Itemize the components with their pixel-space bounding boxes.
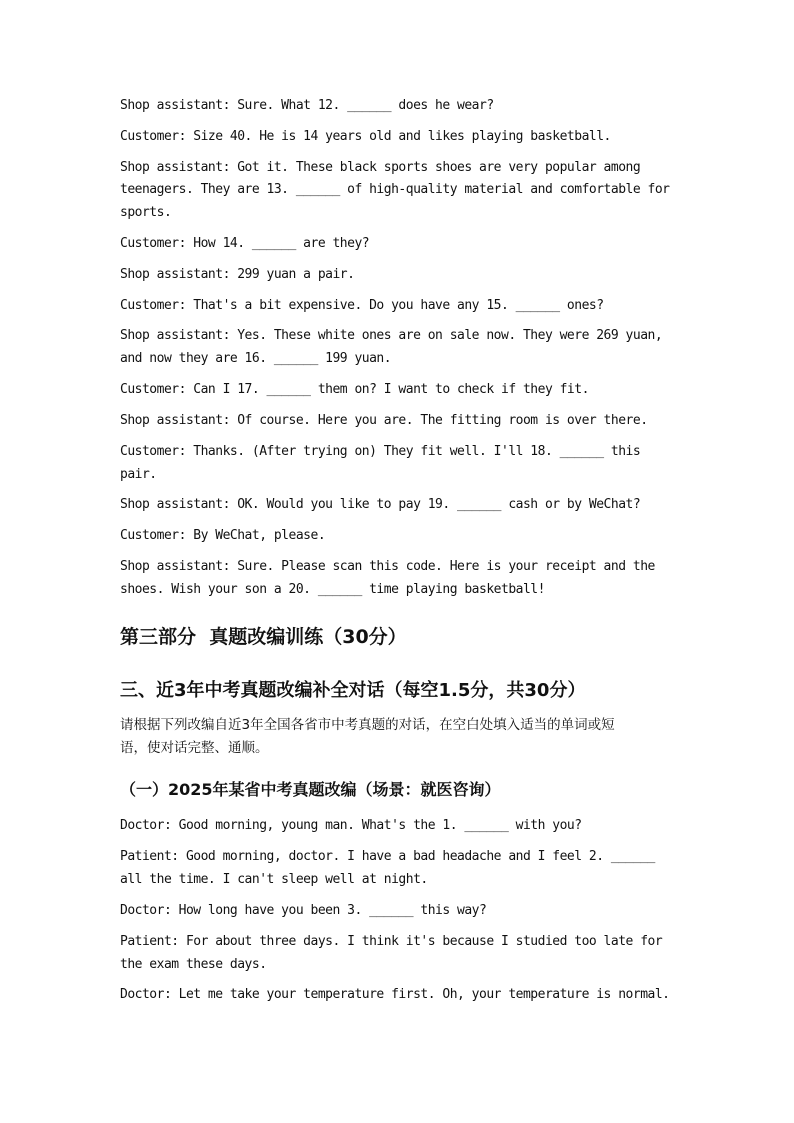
subsection-heading: （一）2025年某省中考真题改编（场景：就医咨询） (120, 780, 501, 799)
dialogue-line: Shop assistant: Sure. Please scan this code. Here is your receipt and the (120, 559, 655, 574)
dialogue-line: all the time. I can't sleep well at night. (120, 872, 428, 887)
dialogue-line: Shop assistant: Yes. These white ones are on sale now. They were 269 yuan, (120, 328, 663, 343)
dialogue-line: Doctor: How long have you been 3. ______ this way? (120, 903, 487, 918)
dialogue-line: Doctor: Let me take your temperature first. Oh, your temperature is normal. (120, 987, 670, 1002)
dialogue-line: teenagers. They are 13. ______ of high-quality material and comfortable for (120, 182, 670, 197)
part-heading: 第三部分 真题改编训练（30分） (120, 626, 407, 648)
dialogue-line: Patient: For about three days. I think it's because I studied too late for (120, 934, 663, 949)
dialogue-line: Customer: By WeChat, please. (120, 528, 326, 543)
dialogue-line: pair. (120, 467, 157, 482)
dialogue-line: and now they are 16. ______ 199 yuan. (120, 351, 392, 366)
dialogue-line: Shop assistant: Of course. Here you are. The fitting room is over there. (120, 413, 648, 428)
dialogue-line: the exam these days. (120, 957, 267, 972)
dialogue-line: Shop assistant: Sure. What 12. ______ does he wear? (120, 98, 494, 113)
dialogue-line: Customer: Thanks. (After trying on) They fit well. I'll 18. ______ this (120, 444, 641, 459)
dialogue-line: Shop assistant: Got it. These black sports shoes are very popular among (120, 160, 641, 175)
dialogue-line: Customer: Size 40. He is 14 years old and likes playing basketball. (120, 129, 611, 144)
instructions-line: 语，使对话完整、通顺。 (120, 740, 269, 756)
dialogue-line: Patient: Good morning, doctor. I have a bad headache and I feel 2. ______ (120, 849, 655, 864)
dialogue-line: Shop assistant: OK. Would you like to pay 19. ______ cash or by WeChat? (120, 497, 641, 512)
dialogue-line: sports. (120, 205, 172, 220)
dialogue-line: Doctor: Good morning, young man. What's the 1. ______ with you? (120, 818, 582, 833)
dialogue-line: shoes. Wish your son a 20. ______ time playing basketball! (120, 582, 545, 597)
dialogue-line: Customer: How 14. ______ are they? (120, 236, 370, 251)
instructions-line: 请根据下列改编自近3年全国各省市中考真题的对话，在空白处填入适当的单词或短 (120, 717, 615, 733)
section-heading: 三、近3年中考真题改编补全对话（每空1.5分，共30分） (120, 680, 586, 701)
dialogue-line: Shop assistant: 299 yuan a pair. (120, 267, 355, 282)
dialogue-line: Customer: Can I 17. ______ them on? I want to check if they fit. (120, 382, 589, 397)
dialogue-line: Customer: That's a bit expensive. Do you have any 15. ______ ones? (120, 298, 604, 313)
